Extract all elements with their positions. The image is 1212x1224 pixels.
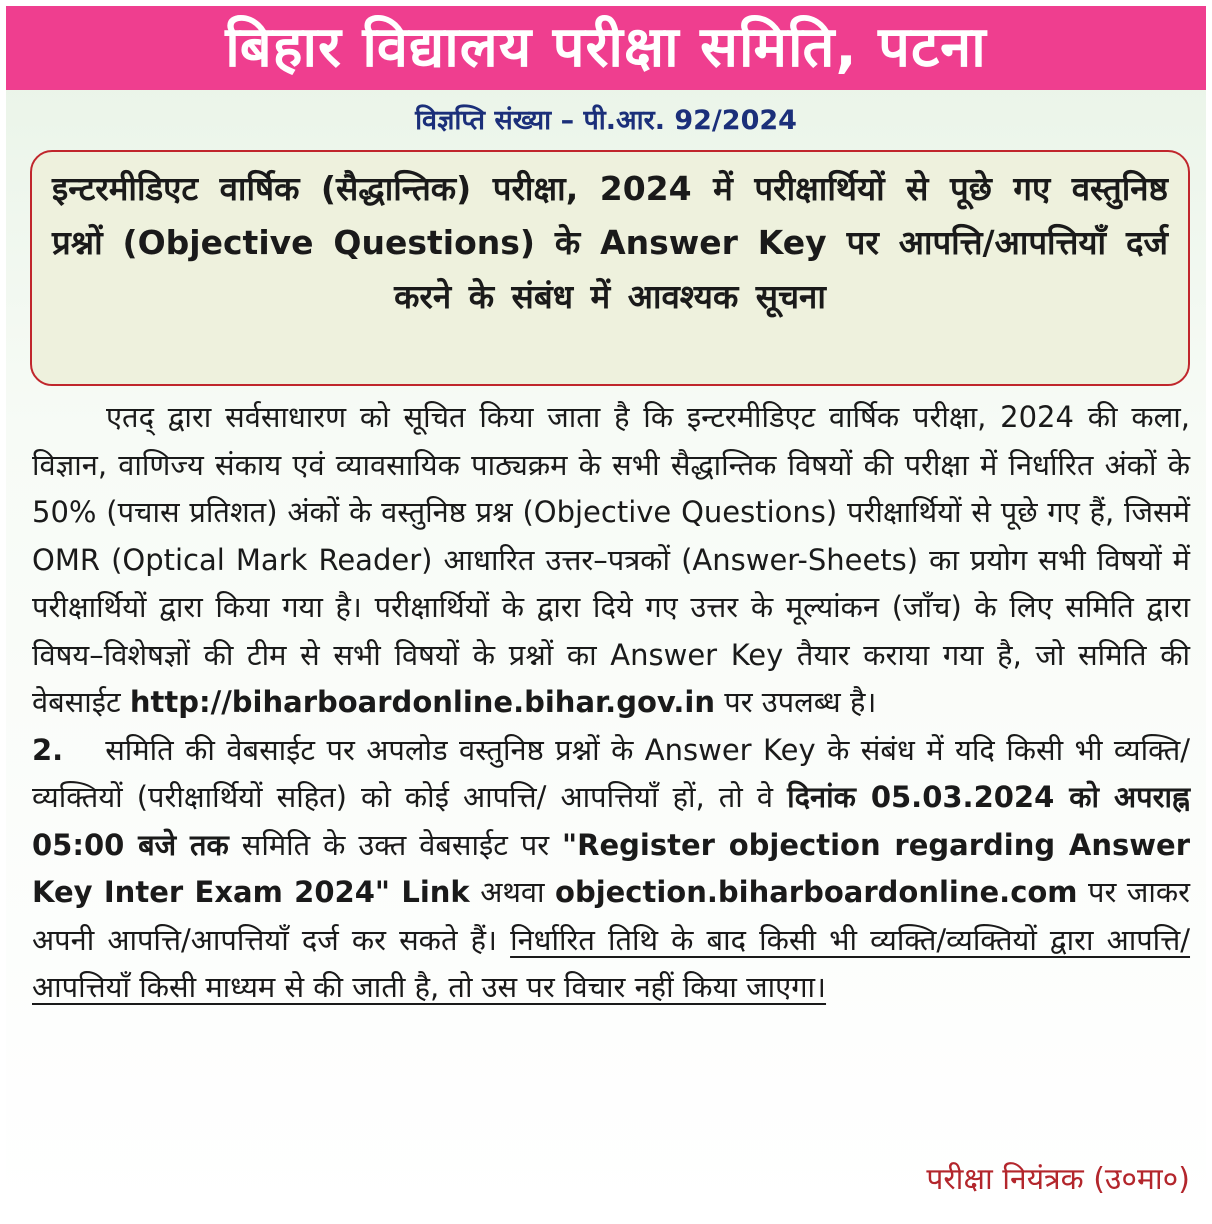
website-link[interactable]: http://biharboardonline.bihar.gov.in (129, 685, 716, 719)
paragraph-2 (32, 727, 1190, 1012)
warning-text: निर्धारित तिथि के बाद किसी भी व्यक्ति/व्यक्तियों द्वारा आपत्ति/आपत्तियाँ किसी माध्यम से की जाती है, तो उस पर विचार नहीं किया जाएगा। (32, 922, 1191, 1004)
signature: परीक्षा नियंत्रक (उ०मा०) (926, 1162, 1190, 1197)
notice-body (32, 394, 1190, 1012)
paragraph-1-end: पर उपलब्ध है। (724, 685, 877, 719)
notice-page (6, 6, 1206, 1212)
register-objection-link[interactable]: "Register objection regarding Answer Key Inter Exam 2024" Link (32, 827, 1191, 909)
objection-site-link[interactable]: objection.biharboardonline.com (555, 875, 1078, 909)
subject-heading: इन्टरमीडिएट वार्षिक (सैद्धान्तिक) परीक्षा, 2024 में परीक्षार्थियों से पूछे गए वस्तुनिष्ठ प्रश्नों (Objective Questions) के Answer Key पर आपत्ति/आपत्तियाँ दर्ज करने के संबंध में आवश्यक सूचना (52, 169, 1168, 316)
paragraph-2-text-d: पर जाकर अपनी आपत्ति/आपत्तियाँ दर्ज कर सकते हैं। (32, 875, 1190, 957)
board-title: बिहार विद्यालय परीक्षा समिति, पटना (6, 6, 1206, 90)
paragraph-2-text-c: अथवा (480, 875, 545, 909)
paragraph-1-text: एतद् द्वारा सर्वसाधारण को सूचित किया जाता है कि इन्टरमीडिएट वार्षिक परीक्षा, 2024 की कला, विज्ञान, वाणिज्य संकाय एवं व्यावसायिक पाठ्यक्रम के सभी सैद्धान्तिक विषयों की परीक्षा में निर्धारित अंकों के 50% (पचास प्रतिशत) अंकों के वस्तुनिष्ठ प्रश्न (Objective Questions) परीक्षार्थियों से पूछे गए हैं, जिसमें OMR (Optical Mark Reader) आधारित उत्तर–पत्रकों (Answer-Sheets) का प्रयोग सभी विषयों में परीक्षार्थियों द्वारा किया गया है। परीक्षार्थियों के द्वारा दिये गए उत्तर के मूल्यांकन (जाँच) के लिए समिति द्वारा विषय–विशेषज्ञों की टीम से सभी विषयों के प्रश्नों का Answer Key तैयार कराया गया है, जो समिति की वेबसाईट (32, 400, 1190, 719)
paragraph-2-text-b: समिति के उक्त वेबसाईट पर (241, 827, 550, 862)
subject-box (30, 150, 1190, 386)
paragraph-1 (32, 394, 1190, 727)
paragraph-2-text-a: समिति की वेबसाईट पर अपलोड वस्तुनिष्ठ प्रश्नों के Answer Key के संबंध में यदि किसी भी व्यक्ति/व्यक्तियों (परीक्षार्थियों सहित) को कोई आपत्ति/ आपत्तियाँ हों, तो वे (32, 732, 1190, 814)
notice-number: विज्ञप्ति संख्या – पी.आर. 92/2024 (415, 105, 797, 136)
deadline-text: दिनांक 05.03.2024 को अपराह्न 05:00 बजे तक (32, 780, 1191, 862)
paragraph-2-number: 2. (32, 732, 64, 767)
